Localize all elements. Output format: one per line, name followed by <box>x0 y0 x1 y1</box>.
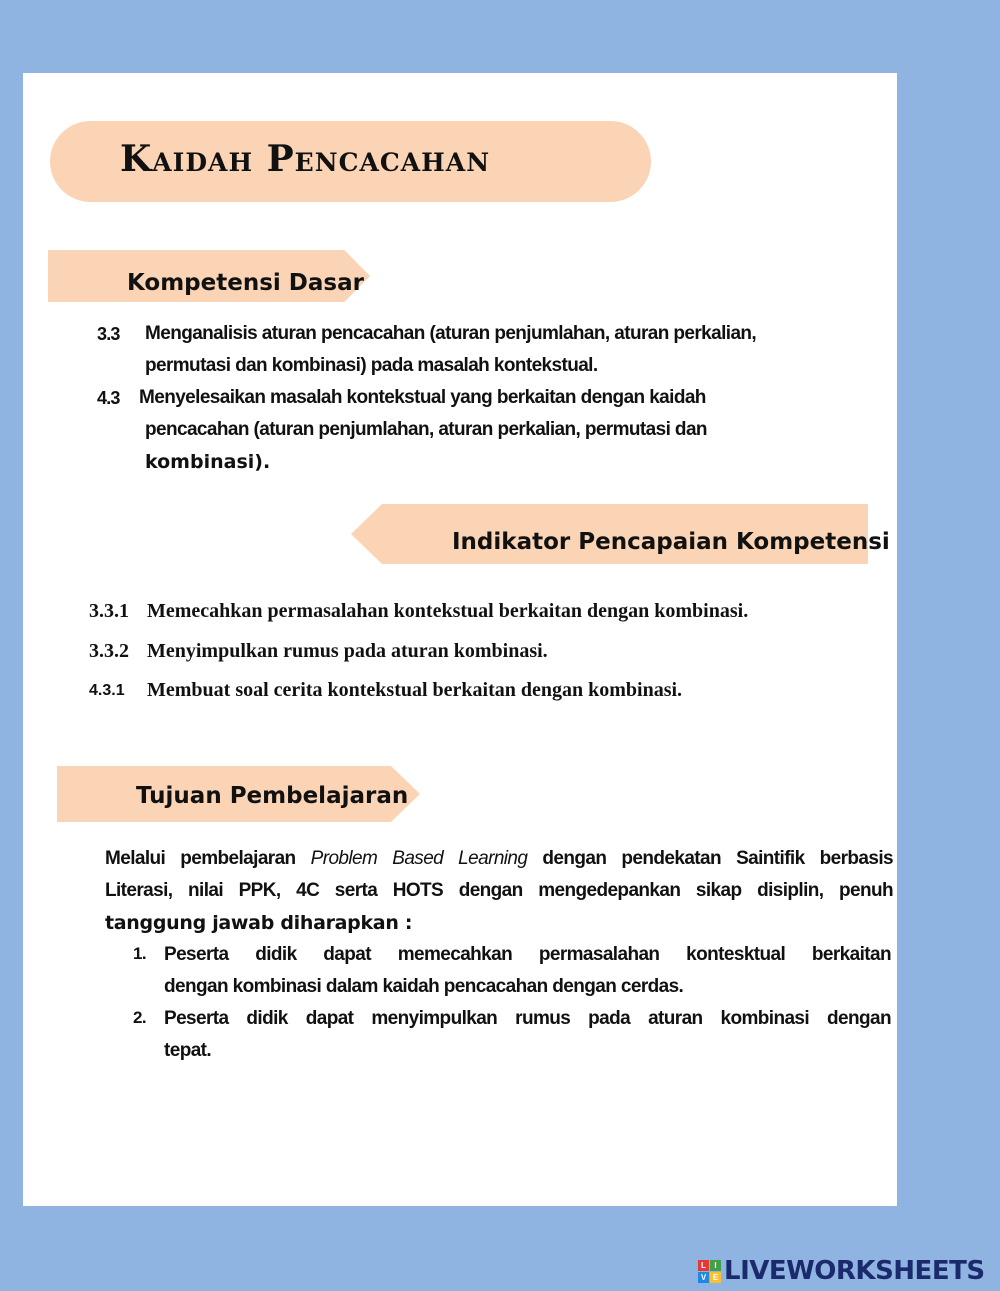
intro-text: Melalui pembelajaran <box>105 848 296 869</box>
kd-item-number: 4.3 <box>97 388 120 408</box>
tujuan-heading: Tujuan Pembelajaran <box>136 783 409 809</box>
intro-text: dengan pendekatan Saintifik berbasis <box>542 848 893 869</box>
logo-letter: L <box>698 1260 709 1271</box>
indikator-item: Memecahkan permasalahan kontekstual berkaitan dengan kombinasi. <box>147 600 749 622</box>
logo-letter: E <box>710 1272 721 1283</box>
indikator-heading: Indikator Pencapaian Kompetensi <box>452 529 890 555</box>
tujuan-intro-line <box>105 848 893 870</box>
kd-item-number: 3.3 <box>97 324 120 344</box>
indikator-item: Membuat soal cerita kontekstual berkaitan dengan kombinasi. <box>147 679 683 701</box>
tujuan-item-line: tepat. <box>164 1040 212 1061</box>
tujuan-intro-line: tanggung jawab diharapkan : <box>105 912 413 934</box>
kd-item-line: Menganalisis aturan pencacahan (aturan penjumlahan, aturan perkalian, <box>145 323 757 344</box>
kd-item-line: Menyelesaikan masalah kontekstual yang berkaitan dengan kaidah <box>139 387 706 408</box>
tujuan-item-line: Peserta didik dapat menyimpulkan rumus pada aturan kombinasi dengan <box>164 1008 891 1029</box>
live-grid-icon <box>698 1260 721 1283</box>
tujuan-item-number: 2. <box>133 1008 146 1027</box>
kd-item-line: pencacahan (aturan penjumlahan, aturan perkalian, permutasi dan <box>145 419 707 440</box>
logo-letter: V <box>698 1272 709 1283</box>
tujuan-item-line: dengan kombinasi dalam kaidah pencacahan dengan cerdas. <box>164 976 684 997</box>
indikator-number: 4.3.1 <box>89 682 125 699</box>
intro-italic: Problem Based Learning <box>310 848 528 869</box>
logo-letter: I <box>710 1260 721 1271</box>
indikator-item: Menyimpulkan rumus pada aturan kombinasi. <box>147 640 548 662</box>
kd-item-line: kombinasi). <box>145 451 271 473</box>
indikator-number: 3.3.2 <box>89 640 129 662</box>
tujuan-intro-line: Literasi, nilai PPK, 4C serta HOTS dengan mengedepankan sikap disiplin, penuh <box>105 880 893 901</box>
logo-text: LIVEWORKSHEETS <box>724 1256 985 1286</box>
indikator-number: 3.3.1 <box>89 600 129 622</box>
tujuan-item-line: Peserta didik dapat memecahkan permasalahan kontesktual berkaitan <box>164 944 891 965</box>
tujuan-item-number: 1. <box>133 944 146 963</box>
kd-item-line: permutasi dan kombinasi) pada masalah kontekstual. <box>145 355 598 376</box>
liveworksheets-logo <box>698 1256 985 1286</box>
kompetensi-dasar-heading: Kompetensi Dasar <box>127 270 364 296</box>
page-title: Kaidah Pencacahan <box>120 138 491 180</box>
